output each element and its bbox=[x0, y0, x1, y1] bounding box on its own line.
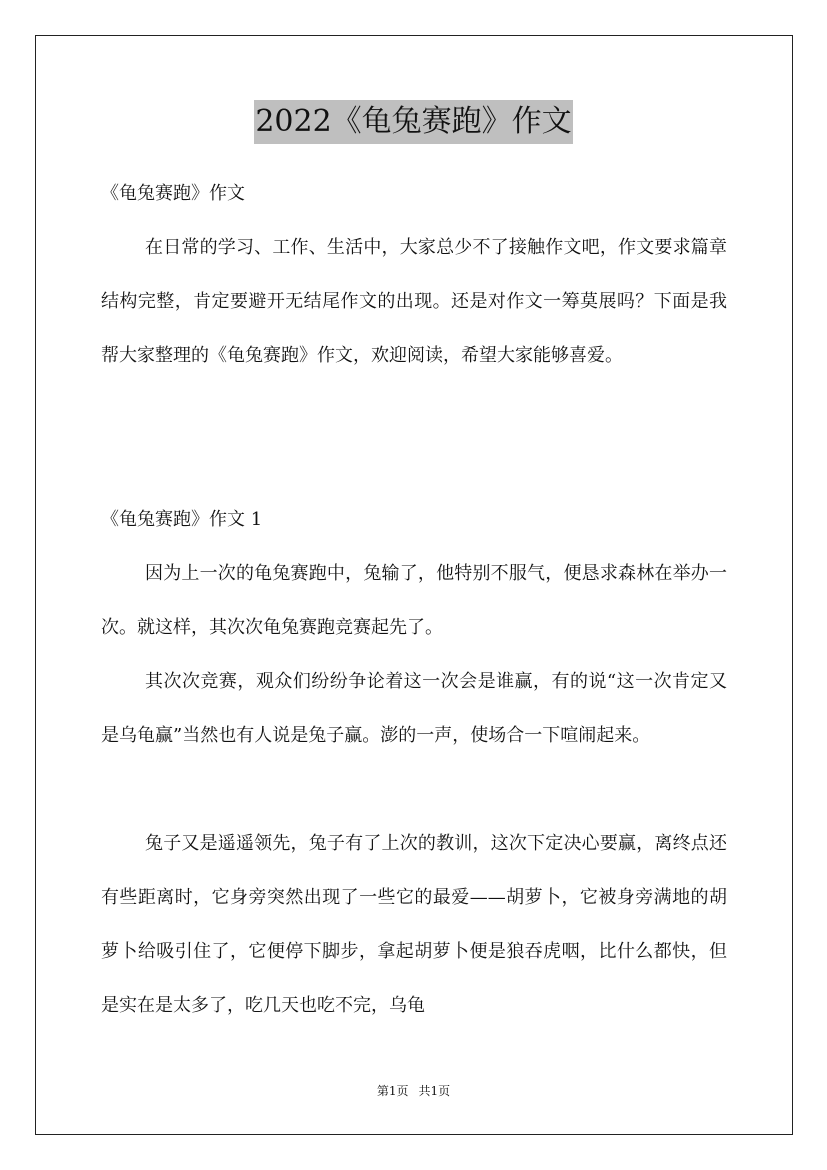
subtitle-heading: 《龟兔赛跑》作文 bbox=[101, 183, 245, 204]
intro-paragraph: 在日常的学习、工作、生活中，大家总少不了接触作文吧，作文要求篇章结构完整，肯定要避开无结尾作文的出现。还是对作文一筹莫展吗？下面是我帮大家整理的《龟兔赛跑》作文，欢迎阅读，希望大家能够喜爱。 bbox=[101, 237, 727, 366]
page-total: 共1页 bbox=[418, 1084, 451, 1098]
body-paragraph-1: 因为上一次的龟兔赛跑中，兔输了，他特别不服气，便恳求森林在举办一次。就这样，其次次龟兔赛跑竞赛起先了。 bbox=[101, 563, 727, 638]
document-title bbox=[0, 100, 827, 144]
body-paragraph-3: 兔子又是遥遥领先，兔子有了上次的教训，这次下定决心要赢，离终点还有些距离时，它身旁突然出现了一些它的最爱——胡萝卜，它被身旁满地的胡萝卜给吸引住了，它便停下脚步，拿起胡萝卜便是狼吞虎咽，比什么都快，但是实在是太多了，吃几天也吃不完，乌龟 bbox=[101, 833, 727, 1016]
body-paragraph-2: 其次次竞赛，观众们纷纷争论着这一次会是谁赢，有的说“这一次肯定又是乌龟赢”当然也有人说是兔子赢。澎的一声，使场合一下喧闹起来。 bbox=[101, 671, 727, 746]
page-footer bbox=[0, 1082, 827, 1100]
page-number: 第1页 bbox=[376, 1084, 409, 1098]
document-title-text: 2022《龟兔赛跑》作文 bbox=[254, 100, 572, 144]
section-heading-1: 《龟兔赛跑》作文 1 bbox=[101, 509, 263, 530]
